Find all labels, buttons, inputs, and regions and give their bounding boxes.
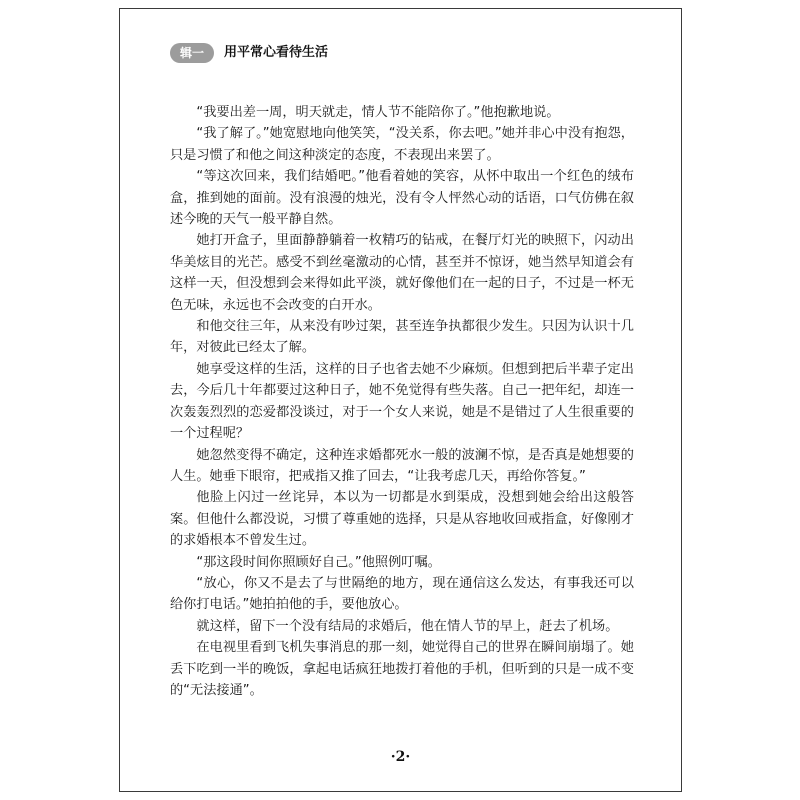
paragraph: 她打开盒子，里面静静躺着一枚精巧的钻戒，在餐厅灯光的映照下，闪动出华美炫目的光芒。感受不到丝毫激动的心情，甚至并不惊讶，她当然早知道会有这样一天，但没想到会来得如此平淡，就好像他们在一起的日子，不过是一杯无色无味，永远也不会改变的白开水。 xyxy=(170,233,634,313)
paragraph: 她享受这样的生活，这样的日子也省去她不少麻烦。但想到把后半辈子定出去，今后几十年都要过这种日子，她不免觉得有些失落。自己一把年纪，却连一次轰轰烈烈的恋爱都没谈过，对于一个女人来说，她是不是错过了人生很重要的一个过程呢？ xyxy=(170,361,634,442)
paragraph: 就这样，留下一个没有结局的求婚后，他在情人节的早上，赶去了机场。 xyxy=(196,618,619,634)
paragraph: 和他交往三年，从来没有吵过架，甚至连争执都很少发生。只因为认识十几年，对彼此已经太了解。 xyxy=(170,319,634,356)
paragraph: “我要出差一周，明天就走，情人节不能陪你了。”他抱歉地说。 xyxy=(196,105,560,120)
paragraph: 她忽然变得不确定，这种连求婚都死水一般的波澜不惊，是否真是她想要的人生。她垂下眼帘，把戒指又推了回去，“让我考虑几天，再给你答复。” xyxy=(170,447,634,484)
body-text xyxy=(170,102,634,701)
paragraph: 在电视里看到飞机失事消息的那一刻，她觉得自己的世界在瞬间崩塌了。她丢下吃到一半的晚饭，拿起电话疯狂地拨打着他的手机，但听到的只是一成不变的“无法接通”。 xyxy=(170,640,634,698)
paragraph: “那这段时间你照顾好自己。”他照例叮嘱。 xyxy=(196,554,441,570)
paragraph: 他脸上闪过一丝诧异，本以为一切都是水到渠成，没想到她会给出这般答案。但他什么都没说，习惯了尊重她的选择，只是从容地收回戒指盒，好像刚才的求婚根本不曾发生过。 xyxy=(170,490,634,549)
chapter-tag: 辑一 xyxy=(170,43,214,63)
paragraph: “我了解了。”她宽慰地向他笑笑，“没关系，你去吧。”她并非心中没有抱怨，只是习惯了和他之间这种淡定的态度，不表现出来罢了。 xyxy=(170,126,634,163)
paragraph: “放心，你又不是去了与世隔绝的地方，现在通信这么发达，有事我还可以给你打电话。”她拍拍他的手，要他放心。 xyxy=(170,575,634,613)
book-page xyxy=(119,8,682,792)
paragraph: “等这次回来，我们结婚吧。”他看着她的笑容，从怀中取出一个红色的绒布盒，推到她的面前。没有浪漫的烛光，没有令人怦然心动的话语，口气仿佛在叙述今晚的天气一般平静自然。 xyxy=(170,169,634,228)
chapter-title: 用平常心看待生活 xyxy=(224,45,329,60)
page-number: ·2· xyxy=(390,749,411,765)
